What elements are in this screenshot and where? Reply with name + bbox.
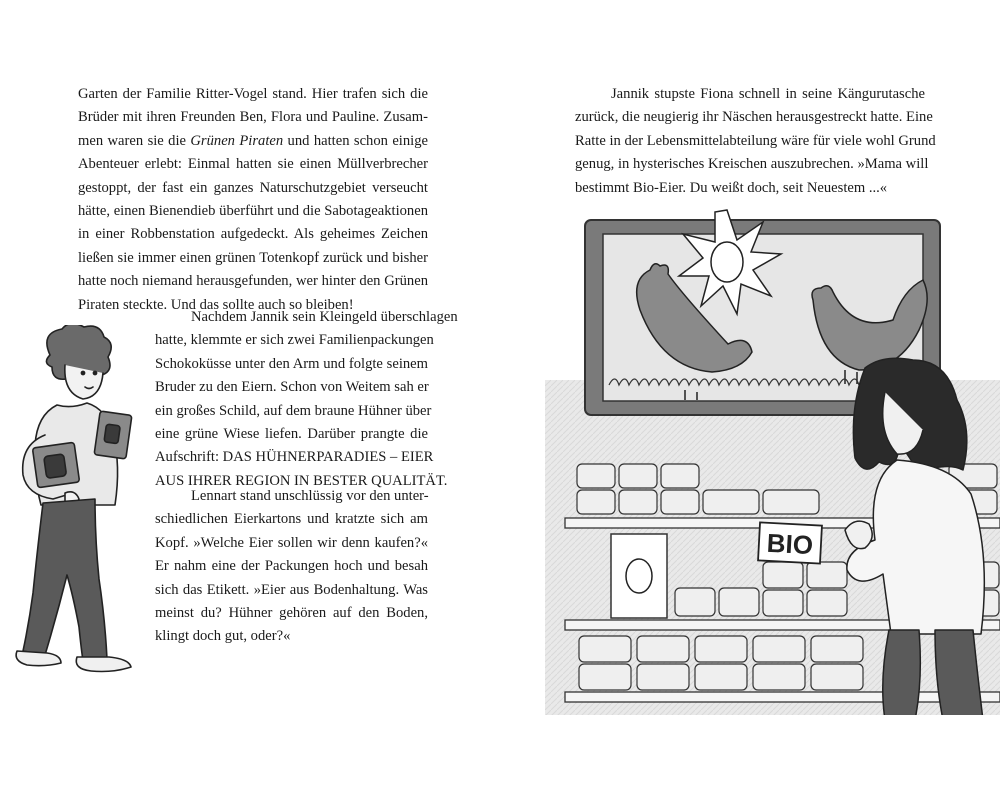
text-line: Kopf. »Welche Eier sollen wir denn kaufen?«: [155, 534, 428, 551]
text-line: Lennart stand unschlüssig vor den unter-: [191, 488, 429, 504]
text-line: Piraten steckte. Und das sollte auch so bleiben!: [78, 296, 354, 313]
text-line: schiedlichen Eierkartons und kratzte sich am: [155, 511, 428, 528]
text-line: hatte, klemmte er sich zwei Familienpackungen: [155, 332, 434, 349]
text-line: Er nahm eine der Packungen hoch und besah: [155, 558, 428, 575]
egg-sign: [611, 534, 667, 618]
text-line: sich das Etikett. »Eier aus Bodenhaltung. Was: [155, 581, 428, 598]
text-line: men waren sie die Grünen Piraten und hatten schon einige: [78, 132, 428, 149]
text-line: AUS IHRER REGION IN BESTER QUALITÄT.: [155, 472, 448, 489]
supermarket-illustration: [545, 200, 1000, 715]
text-line: Ratte in der Lebensmittelabteilung wäre für viele wohl Grund: [575, 132, 936, 149]
bio-sign: [758, 522, 822, 563]
text-line: zurück, die neugierig ihr Näschen herausgestreckt hatte. Eine: [575, 109, 933, 126]
paragraph-lennart: [155, 485, 428, 649]
text-line: hätte, einen Bienendieb überführt und die Sabotageaktionen: [78, 203, 428, 220]
text-line: ließen sie immer einen grünen Totenkopf zurück und bisher: [78, 249, 428, 266]
bio-sign-label: BIO: [766, 527, 814, 561]
text-line: hatte noch niemand herausgefunden, wer hinter den Grünen: [78, 273, 428, 290]
text-line: Bruder zu den Eiern. Schon von Weitem sah er: [155, 379, 429, 396]
text-line: meinst du? Hühner gehören auf den Boden,: [155, 605, 428, 622]
text-line: bestimmt Bio-Eier. Du weißt doch, seit Neuestem ...«: [575, 179, 888, 196]
text-line: in einer Robbenstation aufgedeckt. Als geheimes Zeichen: [78, 226, 428, 243]
text-line: Aufschrift: DAS HÜHNERPARADIES – EIER: [155, 449, 434, 466]
paragraph-jannik: [155, 306, 458, 493]
text-line: Jannik stupste Fiona schnell in seine Kängurutasche: [611, 86, 925, 102]
boy-illustration: [5, 325, 155, 685]
paragraph-garden: [78, 83, 428, 317]
text-line: Schokoküsse unter den Arm und folgte seinem: [155, 355, 428, 372]
text-line: genug, in hysterisches Kreischen auszubrechen. »Mama will: [575, 156, 929, 173]
text-line: Garten der Familie Ritter-Vogel stand. Hier trafen sich die: [78, 86, 428, 102]
text-line: ein großes Schild, auf dem braune Hühner über: [155, 402, 432, 419]
text-line: Abenteuer erlebt: Einmal hatten sie einen Müllverbrecher: [78, 156, 428, 173]
text-line: Nachdem Jannik sein Kleingeld überschlagen: [191, 309, 458, 325]
paragraph-fiona: [575, 83, 936, 200]
text-line: Brüder mit ihren Freunden Ben, Flora und Pauline. Zusam-: [78, 109, 428, 126]
text-line: eine grüne Wiese liefen. Darüber prangte die: [155, 426, 428, 443]
text-line: gestoppt, der fast ein ganzes Naturschutzgebiet verseucht: [78, 179, 428, 196]
text-line: klingt doch gut, oder?«: [155, 628, 291, 645]
